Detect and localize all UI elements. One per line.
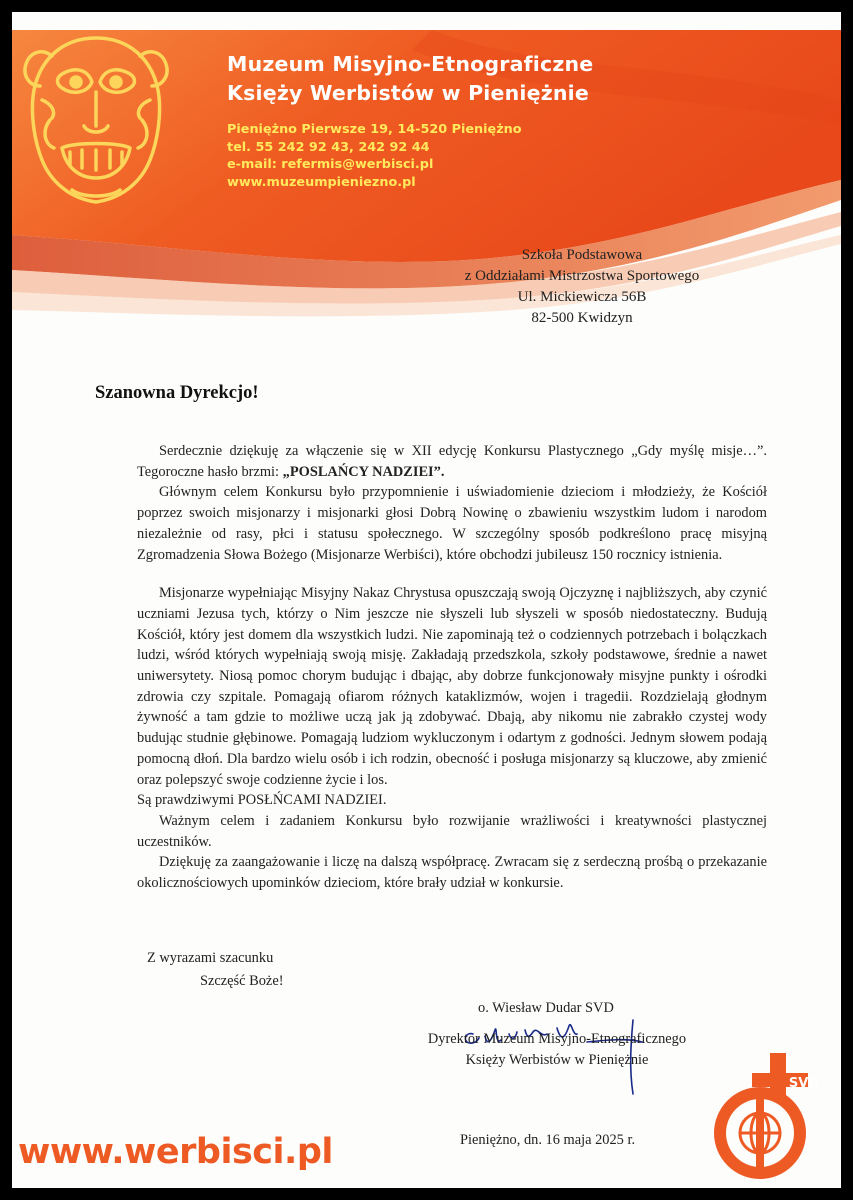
letterhead-banner [12,30,841,330]
recipient-line: 82-500 Kwidzyn [531,310,633,326]
museum-website: www.muzeumpieniezno.pl [227,174,416,190]
paragraph: Ważnym celem i zadaniem Konkursu było rozwijanie wrażliwości i kreatywności plastycznej uczestników. [137,812,767,850]
greeting: Szanowna Dyrekcjo! [95,383,259,403]
museum-address: Pieniężno Pierwsze 19, 14-520 Pieniężno [227,122,522,137]
paragraph: Misjonarze wypełniając Misyjny Nakaz Chrystusa opuszczają swoją Ojczyznę i najbliższych, aby czynić uczniami Jezusa tych, którzy o Nim jeszcze nie słyszeli lub słyszeli w sposób niedostateczny. Budują Kościół, który jest domem dla wszystkich ludzi. Nie zapominają też o codziennych potrzebach i bolączkach ludzi, wśród których wypełniają swoją misję. Zakładają przedszkola, szkoły podstawowe, średnie a nawet uniwersytety. Niosą pomoc chorym budując i dbając, aby dobrze funkcjonowały misyjne punkty i ośrodki zdrowia czy szpitale. Pomagają ofiarom różnych kataklizmów, wojen i tragedii. Rozdzielają głodnym żywność a tam gdzie to możliwe uczą jak ją zdobywać. Dbają, aby nikomu nie zabrakło czystej wody budując studnie głębinowe. Pomagają ludziom wykluczonym i odartym z godności. Jednym słowem podają pomocną dłoń. Dla bardzo wielu osób i ich rodzin, obecność i posługa misjonarzy są kluczowe, aby zmienić oraz polepszyć swoje codzienne życie i los. [137,585,767,788]
recipient-address [452,245,712,329]
recipient-line: Ul. Mickiewicza 56B [517,289,647,305]
paragraph: Dziękuję za zaangażowanie i liczę na dalszą współpracę. Zwracam się z serdeczną prośbą o przekazanie okolicznościowych upominków dzieciom, które brały udział w konkursie. [137,854,767,892]
paragraph: Są prawdziwymi POSŁŃCAMI NADZIEI. [137,792,387,809]
museum-name-line2: Księży Werbistów w Pieniężnie [227,81,590,105]
museum-contact [227,121,522,191]
paragraph: Głównym celem Konkursu było przypomnienie i uświadomienie dzieciom i młodzieży, że Kościół poprzez swoich misjonarzy i misjonarki głosi Dobrą Nowinę o zbawieniu wszystkim ludom i narodom niezależnie od rasy, płci i statusu społecznego. W szczególny sposób podkreślono pracę misyjną Zgromadzenia Słowa Bożego (Misjonarze Werbiści), które obchodzi jubileusz 150 rocznicy istnienia. [137,484,767,563]
signer-name: o. Wiesław Dudar SVD [478,1000,614,1016]
svd-logo-icon [700,1047,836,1183]
letter-page [12,12,841,1188]
museum-phone: tel. 55 242 92 43, 242 92 44 [227,139,430,155]
museum-name-line1: Muzeum Misyjno-Etnograficzne [227,52,594,76]
contest-motto: „POSLAŃCY NADZIEI”. [282,463,445,480]
signer-role [402,1029,712,1071]
letter-date: Pieniężno, dn. 16 maja 2025 r. [460,1132,636,1148]
closing-blessing: Szczęść Boże! [200,973,284,989]
svd-logo-text: SVD [788,1076,820,1091]
recipient-line: z Oddziałami Mistrzostwa Sportowego [464,268,700,284]
footer-website: www.werbisci.pl [18,1132,333,1172]
museum-email: e-mail: refermis@werbisci.pl [227,157,434,172]
tribal-mask-icon [12,30,180,210]
letter-body [137,441,767,894]
signer-role-line1: Dyrektor Muzeum Misyjno-Etnograficznego [427,1031,687,1047]
signer-role-line2: Księży Werbistów w Pieniężnie [465,1052,649,1068]
recipient-line: Szkoła Podstawowa [521,247,643,263]
closing-regards: Z wyrazami szacunku [147,950,274,966]
paragraph [137,441,767,482]
museum-name [227,50,593,108]
paragraph-text: Serdecznie dziękuję za włączenie się w XII edycję Konkursu Plastycznego „Gdy myślę misje…”. Tegoroczne hasło brzmi: [137,443,767,480]
